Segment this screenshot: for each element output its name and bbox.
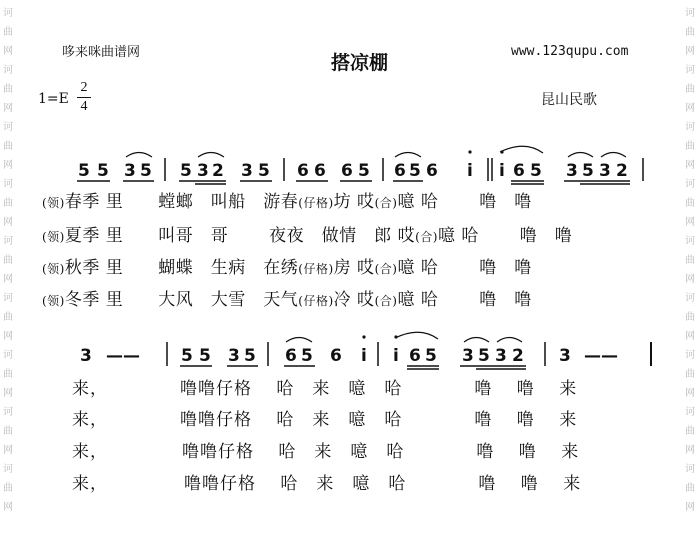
note: 6 — [314, 161, 326, 181]
note: 5 — [478, 346, 490, 366]
slur — [395, 153, 421, 158]
slur — [500, 146, 543, 153]
octave-dot — [394, 335, 397, 338]
lyric-line-5-rest: 噜噜仔格 哈 来 噫 哈 噜 噜 来 — [180, 379, 578, 399]
note: 2 — [616, 161, 628, 181]
lyric-text: 房 哎 — [333, 258, 375, 278]
lyric-text: 来， — [72, 474, 108, 494]
page-title: 搭凉棚 — [331, 52, 389, 74]
note: 6 — [330, 346, 342, 366]
slur — [395, 332, 438, 339]
slur — [464, 338, 489, 343]
time-signature-top: 2 — [80, 80, 88, 95]
note: 5 — [409, 161, 421, 181]
note: 6 — [285, 346, 297, 366]
note: 3 — [566, 161, 578, 181]
slur — [497, 338, 522, 343]
lyric-role: (仔格) — [298, 196, 334, 210]
note: 6 — [409, 346, 421, 366]
note: 5 — [199, 346, 211, 366]
lyric-role: (合) — [374, 294, 398, 308]
octave-dot — [362, 335, 365, 338]
lyric-line-2 — [42, 221, 572, 246]
note: —— — [106, 346, 140, 366]
watermark-left: 诃曲网诃曲网诃曲网诃曲网诃曲网诃曲网诃曲网诃曲网诃曲网 — [3, 8, 13, 513]
octave-dot — [500, 150, 503, 153]
note: 5 — [180, 161, 192, 181]
lyric-line-8-rest: 噜噜仔格 哈 来 噫 哈 噜 噜 来 — [184, 474, 582, 494]
note: 6 — [513, 161, 525, 181]
note: 5 — [582, 161, 594, 181]
lyric-role: (仔格) — [298, 294, 334, 308]
key-signature: 1=E — [38, 91, 69, 107]
note: i — [393, 346, 399, 366]
lyric-role: (领) — [42, 196, 65, 210]
note: 3 — [124, 161, 136, 181]
note: 5 — [258, 161, 270, 181]
lyric-role: (领) — [42, 230, 65, 244]
note: 3 — [462, 346, 474, 366]
note: 3 — [228, 346, 240, 366]
note: 5 — [244, 346, 256, 366]
lyric-role: (合) — [374, 196, 398, 210]
note: 3 — [495, 346, 507, 366]
lyric-text: 秋季 里 蝴蝶 生病 在绣 — [64, 258, 299, 278]
note: 5 — [181, 346, 193, 366]
lyric-text: 噫 哈 噜 噜 — [437, 226, 573, 246]
time-signature-bottom: 4 — [80, 99, 88, 114]
lyric-text: 坊 哎 — [333, 192, 375, 212]
lyric-role: (合) — [374, 262, 398, 276]
slur — [286, 338, 312, 343]
lyric-line-4 — [42, 285, 532, 310]
octave-dot — [468, 150, 471, 153]
lyric-line-7 — [72, 437, 108, 462]
note: 5 — [358, 161, 370, 181]
note: —— — [584, 346, 618, 366]
note: 6 — [341, 161, 353, 181]
lyric-line-5 — [72, 374, 108, 399]
note: 3 — [197, 161, 209, 181]
lyric-text: 噫 哈 噜 噜 — [397, 258, 532, 278]
note: 6 — [394, 161, 406, 181]
lyric-line-7-rest: 噜噜仔格 哈 来 噫 哈 噜 噜 来 — [182, 442, 580, 462]
note: 6 — [426, 161, 438, 181]
note: i — [361, 346, 367, 366]
site-name: 哆来咪曲谱网 — [62, 45, 141, 60]
note: 3 — [80, 346, 92, 366]
note: 3 — [599, 161, 611, 181]
lyric-text: 噫 哈 噜 噜 — [397, 290, 532, 310]
lyric-role: (仔格) — [298, 262, 334, 276]
note: 5 — [425, 346, 437, 366]
lyric-text: 来， — [72, 442, 108, 462]
note: i — [467, 161, 473, 181]
note: 3 — [241, 161, 253, 181]
lyric-text: 夏季 里 叫哥 哥 夜夜 做情 郎 哎 — [64, 226, 416, 246]
slur — [126, 153, 152, 158]
lyric-text: 冬季 里 大风 大雪 天气 — [64, 290, 299, 310]
lyric-text: 噫 哈 噜 噜 — [397, 192, 532, 212]
lyric-text: 冷 哎 — [333, 290, 375, 310]
note: 6 — [297, 161, 309, 181]
lyric-role: (领) — [42, 294, 65, 308]
site-url: www.123qupu.com — [511, 44, 629, 59]
note: 5 — [301, 346, 313, 366]
lyric-role: (领) — [42, 262, 65, 276]
lyric-line-1 — [42, 187, 532, 212]
song-origin: 昆山民歌 — [541, 92, 597, 108]
note: 3 — [559, 346, 571, 366]
slur — [568, 153, 593, 158]
lyric-line-6-rest: 噜噜仔格 哈 来 噫 哈 噜 噜 来 — [180, 410, 578, 430]
note: 2 — [212, 161, 224, 181]
lyric-text: 来， — [72, 379, 108, 399]
slur — [198, 153, 224, 158]
lyric-text: 来， — [72, 410, 108, 430]
lyric-line-3 — [42, 253, 532, 278]
note: 5 — [140, 161, 152, 181]
note: i — [499, 161, 505, 181]
note: 2 — [512, 346, 524, 366]
lyric-text: 春季 里 螳螂 叫船 游春 — [64, 192, 299, 212]
lyric-line-6 — [72, 405, 108, 430]
lyric-role: (合) — [415, 230, 438, 244]
watermark-right: 诃曲网诃曲网诃曲网诃曲网诃曲网诃曲网诃曲网诃曲网诃曲网 — [685, 8, 695, 513]
note: 5 — [78, 161, 90, 181]
note: 5 — [530, 161, 542, 181]
lyric-line-8 — [72, 469, 108, 494]
note: 5 — [97, 161, 109, 181]
slur — [601, 153, 626, 158]
